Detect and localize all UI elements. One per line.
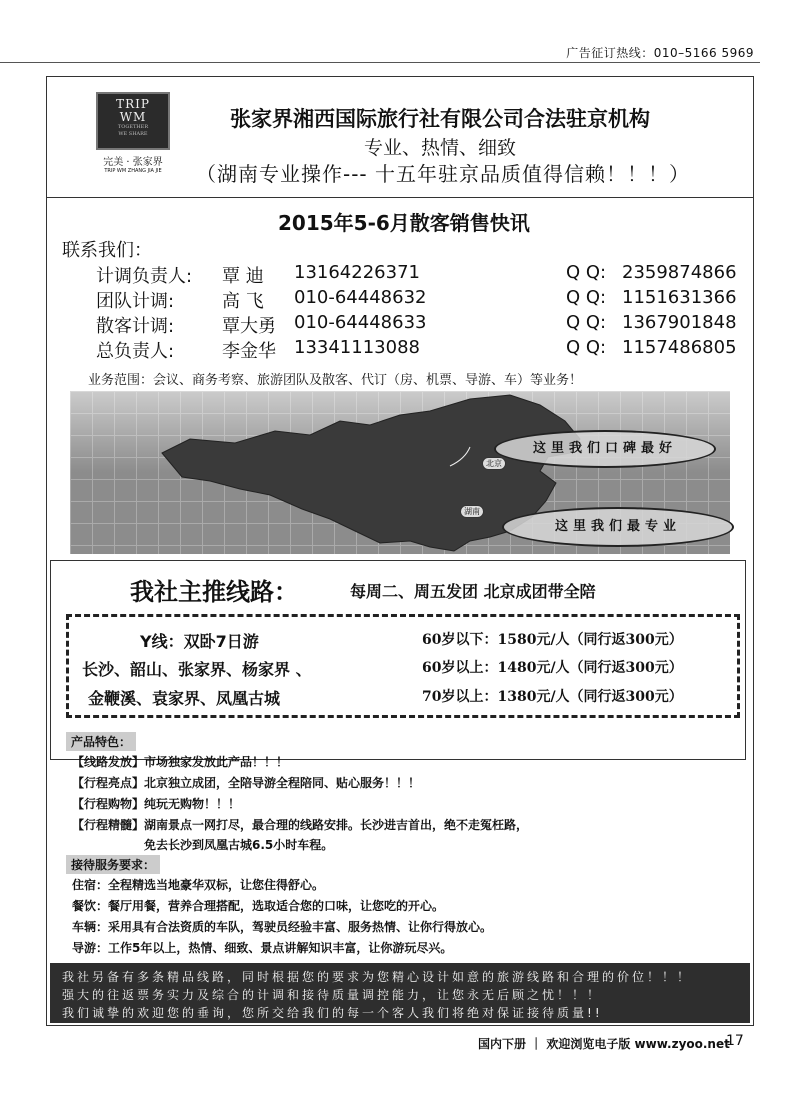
contact-qq: 2359874866: [622, 262, 737, 283]
contact-phone: 010-64448632: [294, 287, 427, 308]
company-slogan: （湖南专业操作--- 十五年驻京品质值得信赖！！！）: [196, 162, 691, 186]
logo-text-wm: WM: [119, 110, 147, 124]
logo-text-together: TOGETHER: [117, 124, 149, 130]
contact-qq: 1151631366: [622, 287, 737, 308]
header-divider: [46, 197, 754, 198]
service-item: 餐饮：餐厅用餐，营养合理搭配，选取适合您的口味，让您吃的开心。: [72, 899, 445, 913]
price-row: 60岁以下：1580元/人（同行返300元）: [422, 632, 683, 648]
feature-item: 【行程购物】纯玩无购物！！！: [72, 797, 241, 811]
contact-name: 李金华: [222, 341, 276, 362]
feature-item: 【行程亮点】北京独立成团，全陪导游全程陪同、贴心服务！！！: [72, 776, 421, 790]
contact-phone: 13164226371: [294, 262, 420, 283]
contact-row: [96, 337, 736, 361]
contact-role: 总负责人:: [96, 341, 175, 362]
map-callout-professional: 这里我们最专业: [502, 507, 734, 547]
contact-qq: 1367901848: [622, 312, 737, 333]
contact-phone: 13341113088: [294, 337, 420, 358]
map-callout-reputation: 这里我们口碑最好: [494, 430, 716, 468]
feature-item: 【线路发放】市场独家发放此产品！！！: [72, 755, 289, 769]
contact-role: 散客计调:: [96, 316, 175, 337]
company-name: 张家界湘西国际旅行社有限公司合法驻京机构: [230, 107, 650, 131]
ad-hotline: 广告征订热线：010–5166 5969: [566, 46, 754, 60]
company-logo: [96, 92, 170, 182]
contact-role: 计调负责人:: [96, 266, 193, 287]
route-stops: 长沙、韶山、张家界、杨家界 、: [82, 660, 312, 679]
contact-phone: 010-64448633: [294, 312, 427, 333]
feature-item: 【行程精髓】湖南景点一网打尽，最合理的线路安排。长沙进吉首出，绝不走冤枉路，: [72, 818, 529, 832]
map-label-beijing: 北京: [482, 457, 506, 470]
contact-heading: 联系我们：: [62, 240, 152, 261]
footer-line: 我们诚挚的欢迎您的垂询，您所交给我们的每一个客人我们将绝对保证接待质量!!: [62, 1006, 603, 1020]
page-footer-label: 国内下册 ｜ 欢迎浏览电子版 www.zyoo.net: [478, 1037, 730, 1051]
main-route-schedule: 每周二、周五发团 北京成团带全陪: [350, 582, 596, 601]
service-item: 导游：工作5年以上，热情、细致、景点讲解知识丰富，让你游玩尽兴。: [72, 941, 453, 955]
china-map: [70, 391, 730, 554]
contact-name: 覃大勇: [222, 316, 276, 337]
logo-badge: [96, 92, 170, 150]
contact-role: 团队计调:: [96, 291, 175, 312]
logo-text-we-share: WE SHARE: [118, 131, 148, 137]
footer-banner: [50, 963, 750, 1023]
footer-line: 强大的往返票务实力及综合的计调和接待质量调控能力，让您永无后顾之忧！！！: [62, 988, 603, 1002]
service-item: 车辆：采用具有合法资质的车队，驾驶员经验丰富、服务热情、让你行得放心。: [72, 920, 493, 934]
feature-item: 免去长沙到凤凰古城6.5小时车程。: [72, 838, 334, 852]
main-route-heading: 我社主推线路：: [130, 577, 298, 606]
footer-line: 我社另备有多条精品线路，同时根据您的要求为您精心设计如意的旅游线路和合理的价位！！！: [62, 970, 693, 984]
price-row: 70岁以上：1380元/人（同行返300元）: [422, 689, 683, 705]
qq-label: Q Q:: [566, 337, 607, 358]
features-heading: 产品特色：: [66, 732, 136, 751]
business-scope: 业务范围：会议、商务考察、旅游团队及散客、代订（房、机票、导游、车）等业务！: [88, 373, 583, 388]
map-label-hunan: 湖南: [460, 505, 484, 518]
qq-label: Q Q:: [566, 262, 607, 283]
page-number: 17: [726, 1033, 744, 1049]
company-tagline: 专业、热情、细致: [364, 137, 517, 159]
logo-text-trip: TRIP: [116, 97, 150, 111]
contact-name: 高 飞: [222, 291, 264, 312]
top-rule: [0, 62, 760, 63]
news-title: 2015年5-6月散客销售快讯: [278, 211, 530, 235]
contact-row: [96, 287, 736, 311]
contact-row: [96, 262, 736, 286]
logo-cn-text: 完美 · 张家界: [103, 157, 163, 168]
contact-qq: 1157486805: [622, 337, 737, 358]
contact-name: 覃 迪: [222, 266, 264, 287]
route-stops: 金鞭溪、袁家界、凤凰古城: [88, 689, 281, 708]
logo-en-text: TRIP WM ZHANG JIA JIE: [104, 168, 162, 174]
price-row: 60岁以上：1480元/人（同行返300元）: [422, 660, 683, 676]
service-heading: 接待服务要求：: [66, 855, 160, 874]
service-item: 住宿：全程精选当地豪华双标，让您住得舒心。: [72, 878, 325, 892]
qq-label: Q Q:: [566, 287, 607, 308]
contact-row: [96, 312, 736, 336]
qq-label: Q Q:: [566, 312, 607, 333]
route-line-name: Y线：双卧7日游: [140, 632, 259, 651]
